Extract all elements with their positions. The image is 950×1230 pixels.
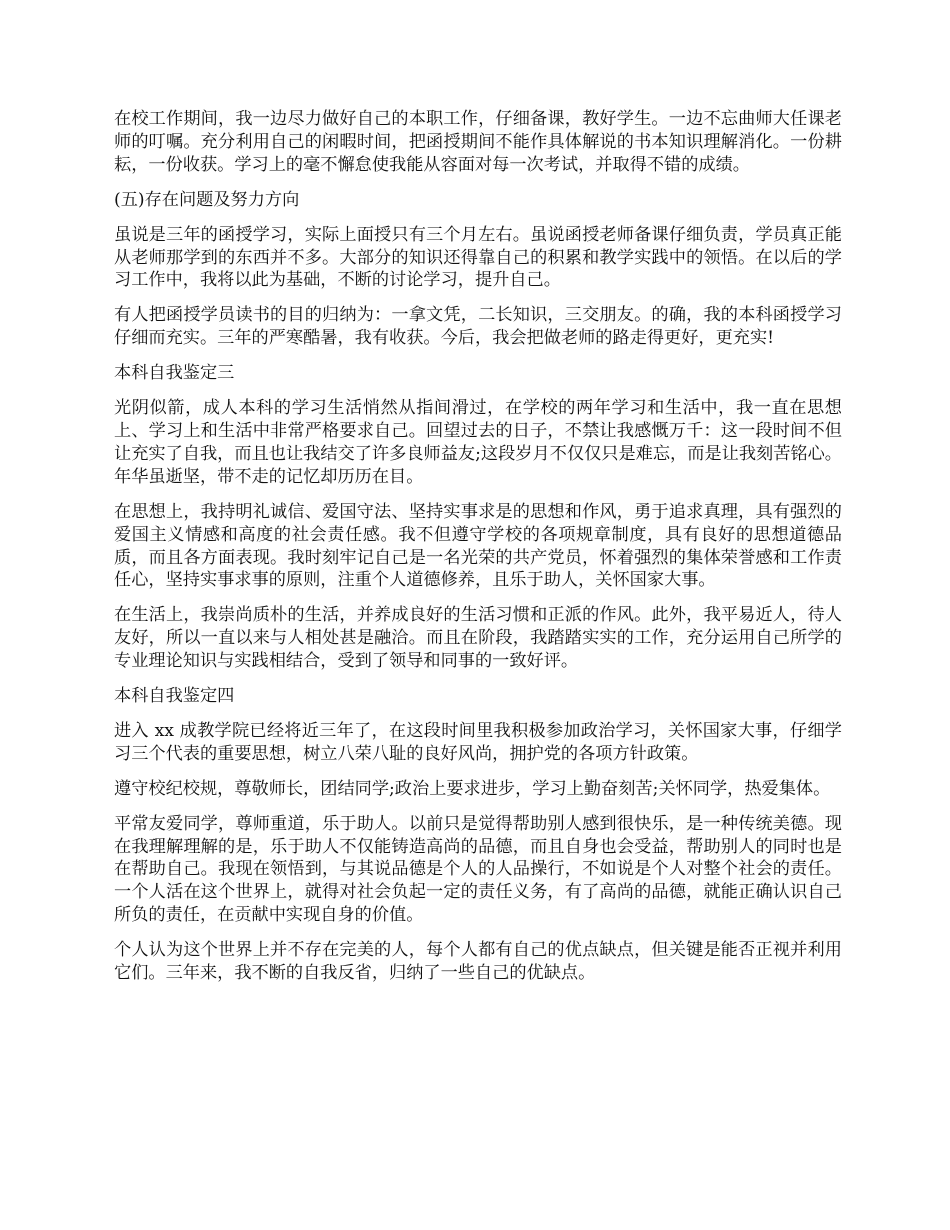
paragraph: 进入 xx 成教学院已经将近三年了，在这段时间里我积极参加政治学习，关怀国家大事，仔细学习三个代表的重要思想，树立八荣八耻的良好风尚，拥护党的各项方针政策。 <box>114 720 842 764</box>
section-heading: 本科自我鉴定四 <box>114 686 235 707</box>
paragraph: 在生活上，我崇尚质朴的生活，并养成良好的生活习惯和正派的作风。此外，我平易近人，待人友好，所以一直以来与人相处甚是融洽。而且在阶段，我踏踏实实的工作，充分运用自己所学的专业理论知识与实践相结合，受到了领导和同事的一致好评。 <box>114 605 842 672</box>
paragraph: 个人认为这个世界上并不存在完美的人，每个人都有自己的优点缺点，但关键是能否正视并利用它们。三年来，我不断的自我反省，归纳了一些自己的优缺点。 <box>114 940 842 984</box>
paragraph: 光阴似箭，成人本科的学习生活悄然从指间滑过，在学校的两年学习和生活中，我一直在思想上、学习上和生活中非常严格要求自己。回望过去的日子，不禁让我感慨万千：这一段时间不但让充实了自我，而且也让我结交了许多良师益友;这段岁月不仅仅只是难忘，而是让我刻苦铭心。年华虽逝坚，带不走的记忆却历历在目。 <box>114 398 842 487</box>
paragraph: 遵守校纪校规，尊敬师长，团结同学;政治上要求进步，学习上勤奋刻苦;关怀同学，热爱集体。 <box>114 778 831 799</box>
paragraph: 在校工作期间，我一边尽力做好自己的本职工作，仔细备课，教好学生。一边不忘曲师大任课老师的叮嘱。充分利用自己的闲暇时间，把函授期间不能作具体解说的书本知识理解消化。一份耕耘，一份收获。学习上的毫不懈怠使我能从容面对每一次考试，并取得不错的成绩。 <box>114 109 842 175</box>
section-heading: 本科自我鉴定三 <box>114 363 235 384</box>
paragraph: 有人把函授学员读书的目的归纳为：一拿文凭，二长知识，三交朋友。的确，我的本科函授学习仔细而充实。三年的严寒酷暑，我有收获。今后，我会把做老师的路走得更好，更充实! <box>114 305 842 349</box>
section-heading: (五)存在问题及努力方向 <box>114 189 300 210</box>
document-page <box>114 108 842 997</box>
paragraph: 在思想上，我持明礼诚信、爱国守法、坚持实事求是的思想和作风，勇于追求真理，具有强烈的爱国主义情感和高度的社会责任感。我不但遵守学校的各项规章制度，具有良好的思想道德品质，而且各方面表现。我时刻牢记自己是一名光荣的共产党员，怀着强烈的集体荣誉感和工作责任心，坚持实事求事的原则，注重个人道德修养，且乐于助人，关怀国家大事。 <box>114 501 842 591</box>
paragraph: 虽说是三年的函授学习，实际上面授只有三个月左右。虽说函授老师备课仔细负责，学员真正能从老师那学到的东西并不多。大部分的知识还得靠自己的积累和教学实践中的领悟。在以后的学习工作中，我将以此为基础，不断的讨论学习，提升自己。 <box>114 224 842 291</box>
paragraph: 平常友爱同学，尊师重道，乐于助人。以前只是觉得帮助别人感到很快乐，是一种传统美德。现在我理解理解的是，乐于助人不仅能铸造高尚的品德，而且自身也会受益，帮助别人的同时也是在帮助自己。我现在领悟到，与其说品德是个人的人品操行，不如说是个人对整个社会的责任。一个人活在这个世界上，就得对社会负起一定的责任义务，有了高尚的品德，就能正确认识自己所负的责任，在贡献中实现自身的价值。 <box>114 813 842 926</box>
